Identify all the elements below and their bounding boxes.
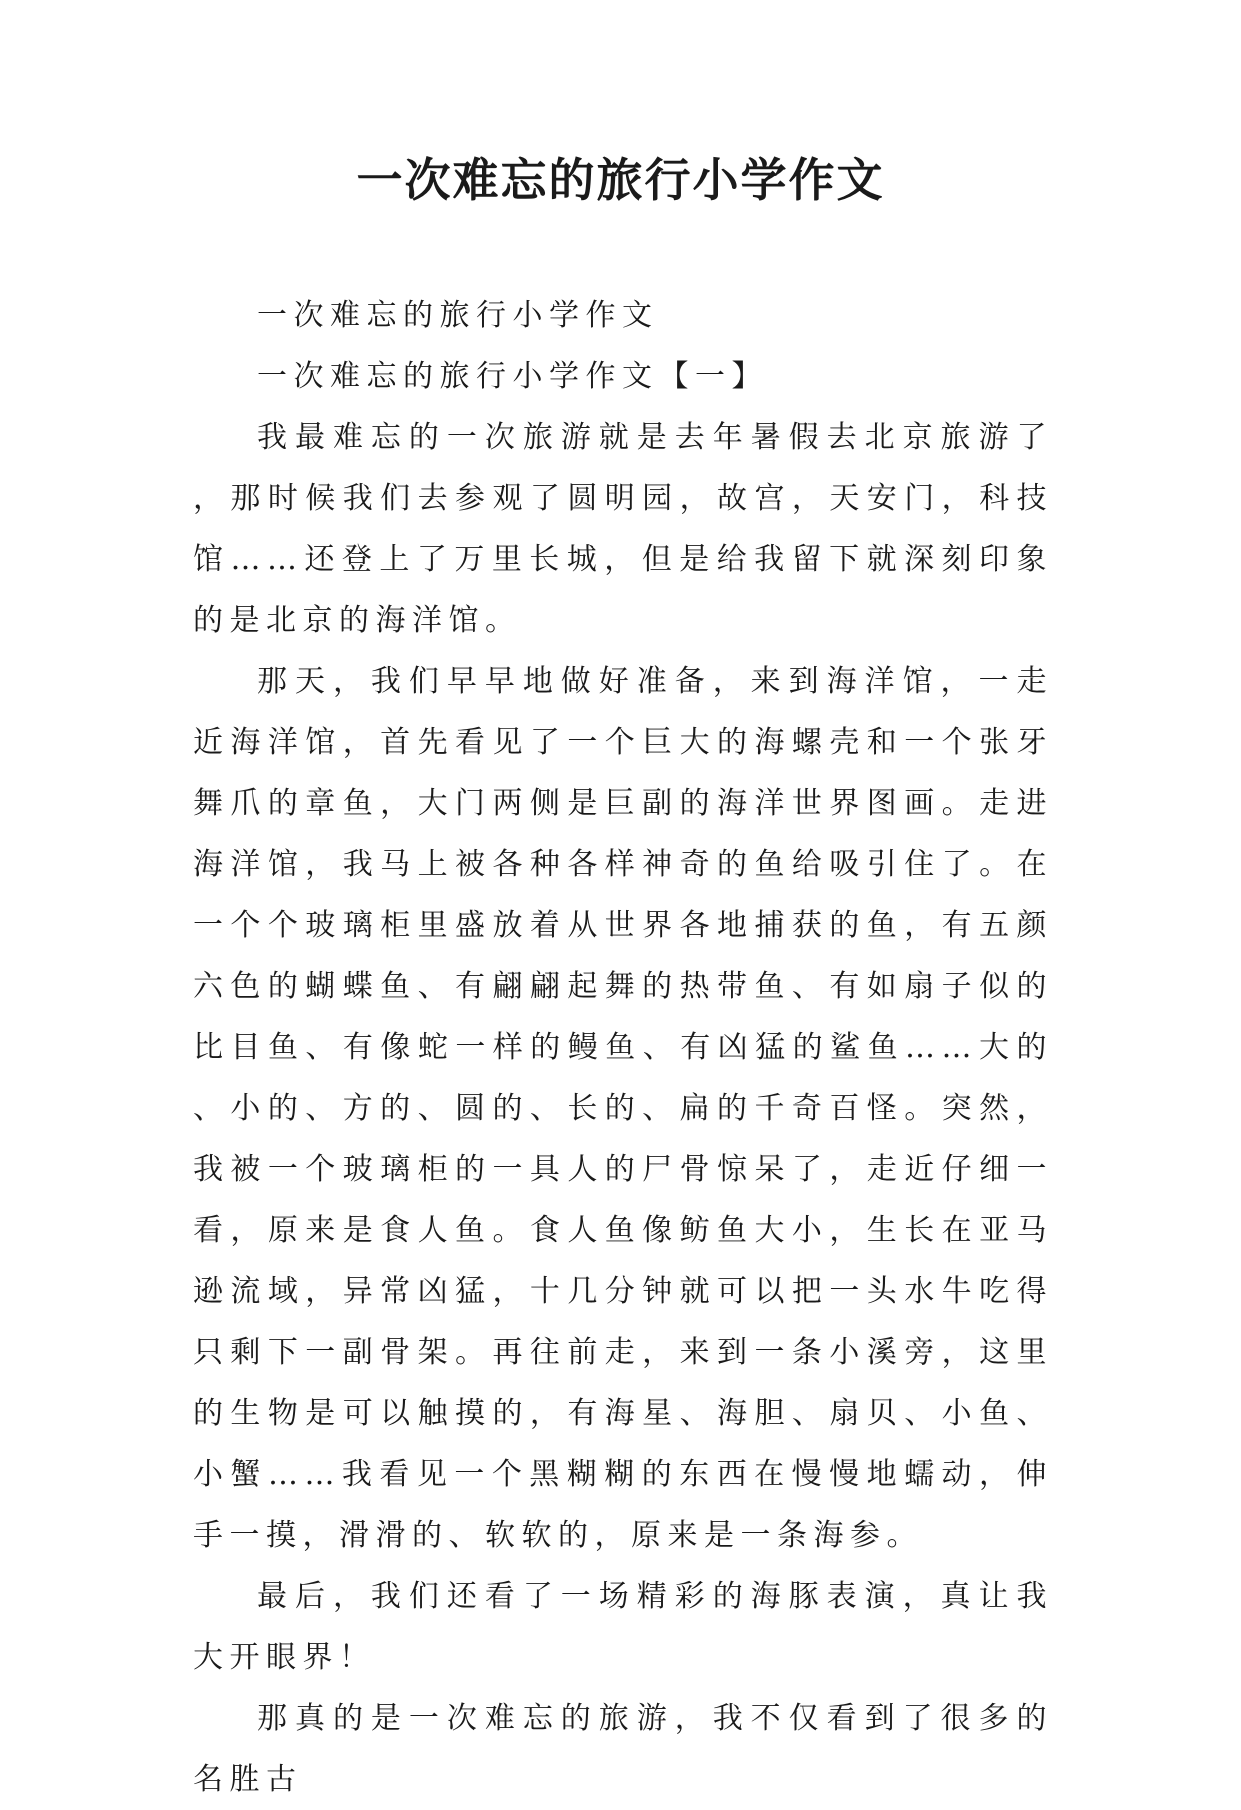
paragraph-heading: 一次难忘的旅行小学作文 xyxy=(257,298,659,333)
document-title: 一次难忘的旅行小学作文 xyxy=(356,153,885,207)
paragraph-section-heading: 一次难忘的旅行小学作文【一】 xyxy=(257,359,768,394)
paragraph: 我最难忘的一次旅游就是去年暑假去北京旅游了，那时候我们去参观了圆明园，故宫，天安门，科技馆……还登上了万里长城，但是给我留下就深刻印象的是北京的海洋馆。 xyxy=(193,420,1053,638)
paragraph: 最后，我们还看了一场精彩的海豚表演，真让我大开眼界！ xyxy=(193,1579,1053,1675)
paragraph: 那真的是一次难忘的旅游，我不仅看到了很多的名胜古 xyxy=(193,1701,1053,1797)
document-body xyxy=(193,285,1053,1810)
paragraph: 那天，我们早早地做好准备，来到海洋馆，一走近海洋馆，首先看见了一个巨大的海螺壳和一个张牙舞爪的章鱼，大门两侧是巨副的海洋世界图画。走进海洋馆，我马上被各种各样神奇的鱼给吸引住了。在一个个玻璃柜里盛放着从世界各地捕获的鱼，有五颜六色的蝴蝶鱼、有翩翩起舞的热带鱼、有如扇子似的比目鱼、有像蛇一样的鳗鱼、有凶猛的鲨鱼……大的、小的、方的、圆的、长的、扁的千奇百怪。突然，我被一个玻璃柜的一具人的尸骨惊呆了，走近仔细一看，原来是食人鱼。食人鱼像鲂鱼大小，生长在亚马逊流域，异常凶猛，十几分钟就可以把一头水牛吃得只剩下一副骨架。再往前走，来到一条小溪旁，这里的生物是可以触摸的，有海星、海胆、扇贝、小鱼、小蟹……我看见一个黑糊糊的东西在慢慢地蠕动，伸手一摸，滑滑的、软软的，原来是一条海参。 xyxy=(193,664,1053,1553)
